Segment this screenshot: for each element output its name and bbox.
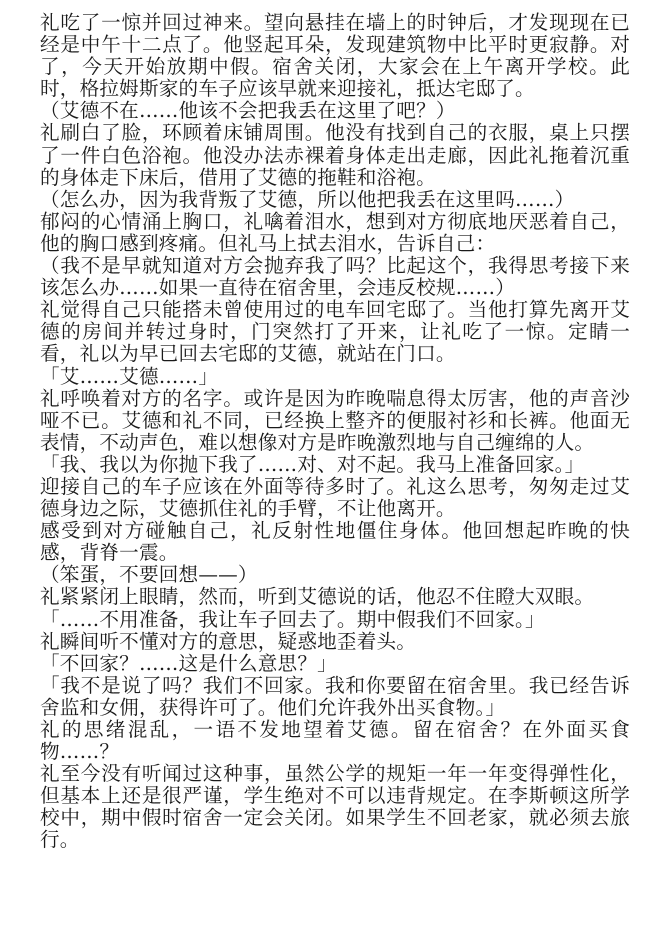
paragraph: 「艾……艾德……」: [40, 364, 219, 388]
paragraph: （艾德不在……他该不会把我丢在这里了吧？）: [40, 99, 456, 123]
paragraph: 礼吃了一惊并回过神来。望向悬挂在墙上的时钟后，才发现现在已经是中午十二点了。他竖起耳朵，发现建筑物中比平时更寂静。对了，今天开始放期中假。宿舍关闭，大家会在上午离开学校。此时，格拉姆斯家的车子应该早就来迎接礼，抵达宅邸了。: [40, 11, 630, 101]
paragraph: （笨蛋，不要回想——）: [40, 563, 258, 587]
document-page: [40, 12, 630, 852]
paragraph: 「我、我以为你抛下我了……对、对不起。我马上准备回家。」: [40, 452, 585, 476]
paragraph: 礼紧紧闭上眼睛，然而，听到艾德说的话，他忍不住瞪大双眼。: [40, 585, 595, 609]
paragraph: 礼瞬间听不懂对方的意思，疑惑地歪着头。: [40, 629, 417, 653]
paragraph: 礼的思绪混乱，一语不发地望着艾德。留在宿舍？在外面买食物……？: [40, 718, 630, 764]
paragraph: 迎接自己的车子应该在外面等待多时了。礼这么思考，匆匆走过艾德身边之际，艾德抓住礼的手臂，不让他离开。: [40, 474, 630, 521]
paragraph: （怎么办，因为我背叛了艾德，所以他把我丢在这里吗……）: [40, 187, 575, 211]
paragraph: 礼刷白了脸，环顾着床铺周围。他没有找到自己的衣服，桌上只摆了一件白色浴袍。他没办法赤裸着身体走出走廊，因此礼拖着沉重的身体走下床后，借用了艾德的拖鞋和浴袍。: [40, 121, 630, 189]
paragraph: 「我不是说了吗？我们不回家。我和你要留在宿舍里。我已经告诉舍监和女佣，获得许可了。他们允许我外出买食物。」: [40, 673, 630, 719]
paragraph: 感受到对方碰触自己，礼反射性地僵住身体。他回想起昨晚的快感，背脊一震。: [40, 519, 630, 565]
paragraph: 郁闷的心情涌上胸口，礼噙着泪水，想到对方彻底地厌恶着自己，他的胸口感到疼痛。但礼马上拭去泪水，告诉自己：: [40, 209, 630, 255]
paragraph: （我不是早就知道对方会抛弃我了吗？比起这个，我得思考接下来该怎么办……如果一直待在宿舍里，会违反校规……）: [40, 254, 630, 300]
paragraph: 「……不用准备，我让车子回去了。期中假我们不回家。」: [40, 607, 545, 631]
paragraph: 礼呼唤着对方的名字。或许是因为昨晚喘息得太厉害，他的声音沙哑不已。艾德和礼不同，已经换上整齐的便服衬衫和长裤。他面无表情，不动声色，难以想像对方是昨晚激烈地与自己缠绵的人。: [40, 386, 630, 454]
paragraph: 礼至今没有听闻过这种事，虽然公学的规矩一年一年变得弹性化，但基本上还是很严谨，学生绝对不可以违背规定。在李斯顿这所学校中，期中假时宿舍一定会关闭。如果学生不回老家，就必须去旅行。: [40, 762, 630, 852]
paragraph: 礼觉得自己只能搭未曾使用过的电车回宅邸了。当他打算先离开艾德的房间并转过身时，门突然打了开来，让礼吃了一惊。定睛一看，礼以为早已回去宅邸的艾德，就站在门口。: [40, 298, 630, 366]
paragraph: 「不回家？……这是什么意思？」: [40, 651, 337, 675]
